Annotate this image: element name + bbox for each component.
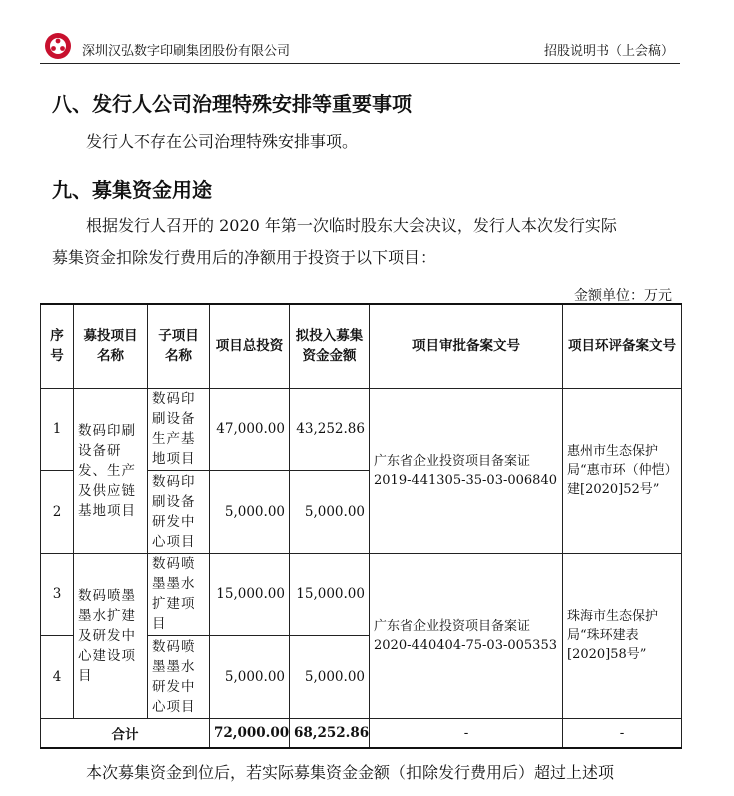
- header-project: 募投项目名称: [74, 304, 148, 388]
- project-name: 数码印刷设备研发、生产及供应链基地项目: [74, 388, 148, 553]
- total-label: 合计: [41, 718, 210, 748]
- raise-amount: 15,000.00: [290, 553, 370, 635]
- company-logo-icon: [44, 32, 72, 60]
- total-investment: 15,000.00: [210, 553, 290, 635]
- total-env: -: [563, 718, 682, 748]
- row-no: 1: [41, 388, 74, 470]
- sub-project-name: 数码印刷设备研发中心项目: [148, 470, 210, 553]
- sub-project-name: 数码印刷设备生产基地项目: [148, 388, 210, 470]
- section-8-title: 八、发行人公司治理特殊安排等重要事项: [52, 92, 412, 116]
- sub-project-name: 数码喷墨墨水研发中心项目: [148, 635, 210, 718]
- footer-paragraph: 本次募集资金到位后，若实际募集资金金额（扣除发行费用后）超过上述项: [86, 763, 615, 782]
- total-investment: 5,000.00: [210, 470, 290, 553]
- section-9-title: 九、募集资金用途: [52, 178, 212, 202]
- env-approval-no: 惠州市生态保护局“惠市环（仲恺）建[2020]52号”: [563, 388, 682, 553]
- approval-no: 广东省企业投资项目备案证 2019-441305-35-03-006840: [370, 388, 563, 553]
- env-approval-no: 珠海市生态保护局“珠环建表[2020]58号”: [563, 553, 682, 718]
- header-approval-no: 项目审批备案文号: [370, 304, 563, 388]
- table-row: [41, 553, 682, 635]
- header-sub-project: 子项目名称: [148, 304, 210, 388]
- raise-amount: 43,252.86: [290, 388, 370, 470]
- raise-amount: 5,000.00: [290, 635, 370, 718]
- project-name: 数码喷墨墨水扩建及研发中心建设项目: [74, 553, 148, 718]
- total-row: [41, 718, 682, 748]
- approval-no: 广东省企业投资项目备案证 2020-440404-75-03-005353: [370, 553, 563, 718]
- row-no: 4: [41, 635, 74, 718]
- total-investment: 5,000.00: [210, 635, 290, 718]
- header-divider: [40, 63, 680, 64]
- raise-amount: 5,000.00: [290, 470, 370, 553]
- row-no: 3: [41, 553, 74, 635]
- header-total-investment: 项目总投资: [210, 304, 290, 388]
- sub-project-name: 数码喷墨墨水扩建项目: [148, 553, 210, 635]
- table-header-row: [41, 304, 682, 388]
- company-name: 深圳汉弘数字印刷集团股份有限公司: [82, 44, 291, 59]
- total-investment: 47,000.00: [210, 388, 290, 470]
- raise-amount-sum: 68,252.86: [290, 718, 370, 748]
- total-investment-sum: 72,000.00: [210, 718, 290, 748]
- document-type: 招股说明书（上会稿）: [543, 44, 674, 59]
- section-9-intro-line2: 募集资金扣除发行费用后的净额用于投资于以下项目：: [52, 248, 437, 267]
- section-8-body: 发行人不存在公司治理特殊安排事项。: [86, 132, 359, 151]
- fund-usage-table: [40, 303, 682, 749]
- table-row: [41, 388, 682, 470]
- row-no: 2: [41, 470, 74, 553]
- page-header: [40, 30, 680, 62]
- header-no: 序号: [41, 304, 74, 388]
- section-9-intro-line1: 根据发行人召开的 2020 年第一次临时股东大会决议，发行人本次发行实际: [86, 216, 617, 235]
- amount-unit: 金额单位：万元: [574, 288, 672, 304]
- header-raise-amount: 拟投入募集资金金额: [290, 304, 370, 388]
- header-env-no: 项目环评备案文号: [563, 304, 682, 388]
- total-approval: -: [370, 718, 563, 748]
